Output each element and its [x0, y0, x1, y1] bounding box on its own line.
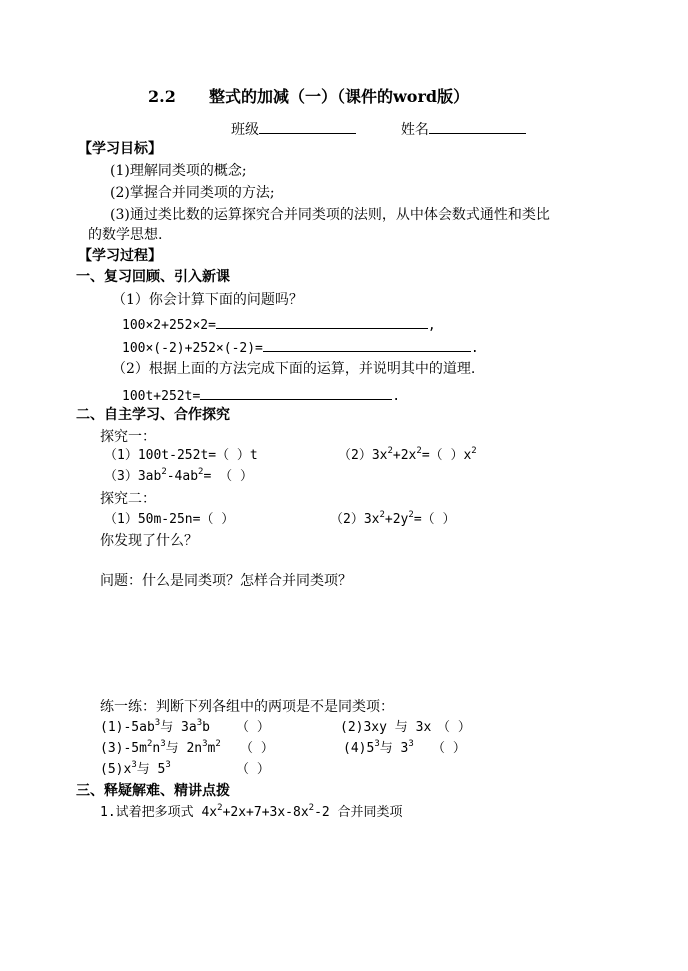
sup: 3 [154, 718, 161, 728]
expr2-blank[interactable] [263, 337, 471, 352]
expr3-blank[interactable] [200, 385, 392, 400]
s3-item1-b: +2x+7+3x-8x [222, 805, 309, 820]
answer-paren-2[interactable]: （ ） [437, 720, 471, 735]
expr1-end: , [427, 318, 436, 333]
name-label: 姓名 [400, 122, 429, 138]
p1-a: (1)-5ab [100, 720, 155, 735]
e2-item2-a: （2）3x [330, 512, 380, 527]
sup: 2 [215, 739, 221, 749]
p5-b: 与 5 [136, 762, 166, 777]
e1-item3-c: = （ ） [203, 469, 253, 484]
e1-item2-b: +2x [392, 448, 417, 463]
section1-heading: 一、复习回顾、引入新课 [76, 269, 230, 285]
expr2: 100×(-2)+252×(-2)= [122, 341, 263, 356]
sup: 2 [161, 467, 167, 477]
sup: 2 [387, 446, 393, 456]
practice-item-5 [100, 761, 171, 779]
e1-item1: （1）100t-252t=（ ）t [104, 448, 258, 463]
expr3-row [122, 385, 400, 406]
practice-item-1 [100, 719, 210, 737]
section1-q2: （2）根据上面的方法完成下面的运算，并说明其中的道理. [112, 361, 476, 377]
sup: 3 [202, 739, 208, 749]
sup: 2 [379, 510, 385, 520]
sup: 2 [408, 510, 414, 520]
practice-item-4 [343, 740, 414, 758]
explore2-label: 探究二： [100, 491, 156, 507]
sup: 2 [416, 446, 422, 456]
e2-item2-c: =（ ） [413, 512, 456, 527]
class-blank[interactable] [259, 119, 356, 134]
page-title [148, 88, 469, 106]
e1-item2-a: （2）3x [338, 448, 388, 463]
sup: 3 [131, 760, 137, 770]
expr3: 100t+252t= [122, 389, 201, 404]
section-number: 2.2 [148, 87, 176, 106]
p3-b: n [152, 741, 161, 756]
p3-d: m [207, 741, 216, 756]
practice-item-2: (2)3xy 与 3x [340, 720, 432, 735]
sup: 2 [308, 803, 315, 813]
s3-item1-a: 1.试着把多项式 4x [100, 805, 218, 820]
sup: 2 [198, 467, 204, 477]
student-info [231, 119, 526, 139]
sup: 2 [217, 803, 223, 813]
title-text: 整式的加减（一）（课件的word版） [209, 87, 470, 106]
name-blank[interactable] [429, 119, 526, 134]
p4-a: (4)5 [343, 741, 375, 756]
p1-c: b [202, 720, 210, 735]
e1-item2 [338, 447, 477, 465]
sup: 3 [196, 718, 203, 728]
concept-question: 问题：什么是同类项？怎样合并同类项？ [100, 573, 352, 589]
class-label: 班级 [231, 122, 259, 138]
section3-heading: 三、释疑解难、精讲点拨 [76, 783, 230, 799]
e1-item3-a: （3）3ab [104, 469, 162, 484]
sup: 3 [165, 760, 171, 770]
section2-heading: 二、自主学习、合作探究 [76, 407, 230, 423]
e1-item3-b: -4ab [166, 469, 199, 484]
objective-item: (3)通过类比数的运算探究合并同类项的法则，从中体会数式通性和类比 [110, 207, 550, 223]
e2-item2 [330, 511, 455, 529]
expr1: 100×2+252×2= [122, 318, 216, 333]
e2-item2-b: +2y [384, 512, 409, 527]
e1-item3 [104, 468, 253, 486]
answer-paren-5[interactable]: （ ） [236, 762, 270, 777]
p5-a: (5)x [100, 762, 132, 777]
expr2-end: . [470, 341, 479, 356]
sup: 2 [471, 446, 477, 456]
expr2-row [122, 337, 479, 358]
sup: 3 [374, 739, 380, 749]
sup: 2 [146, 739, 153, 749]
p1-b: 与 3a [160, 720, 197, 735]
practice-item-3 [100, 740, 221, 758]
section1-q1: （1）你会计算下面的问题吗？ [112, 292, 303, 308]
p3-a: (3)-5m [100, 741, 147, 756]
expr3-end: . [392, 389, 401, 404]
answer-paren-3[interactable]: （ ） [240, 741, 274, 756]
expr1-row [122, 314, 436, 335]
found-question: 你发现了什么？ [100, 533, 198, 549]
sup: 3 [408, 739, 414, 749]
p4-b: 与 3 [379, 741, 409, 756]
practice-intro: 练一练：判断下列各组中的两项是不是同类项： [100, 699, 394, 715]
objectives-heading: 【学习目标】 [78, 141, 162, 157]
objective-item: (2)掌握合并同类项的方法; [110, 185, 275, 201]
e1-item2-c: =（ ）x [421, 448, 472, 463]
section3-item-1 [100, 804, 403, 822]
explore1-label: 探究一： [100, 429, 156, 445]
s3-item1-c: -2 合并同类项 [314, 805, 403, 820]
answer-paren-4[interactable]: （ ） [432, 741, 466, 756]
sup: 3 [160, 739, 166, 749]
process-heading: 【学习过程】 [78, 248, 162, 264]
p3-c: 与 2n [165, 741, 203, 756]
objective-item: (1)理解同类项的概念; [110, 163, 247, 179]
answer-paren-1[interactable]: （ ） [236, 720, 270, 735]
expr1-blank[interactable] [216, 314, 428, 329]
e2-item1: （1）50m-25n=（ ） [104, 512, 235, 527]
objective-item: 的数学思想. [88, 227, 163, 243]
